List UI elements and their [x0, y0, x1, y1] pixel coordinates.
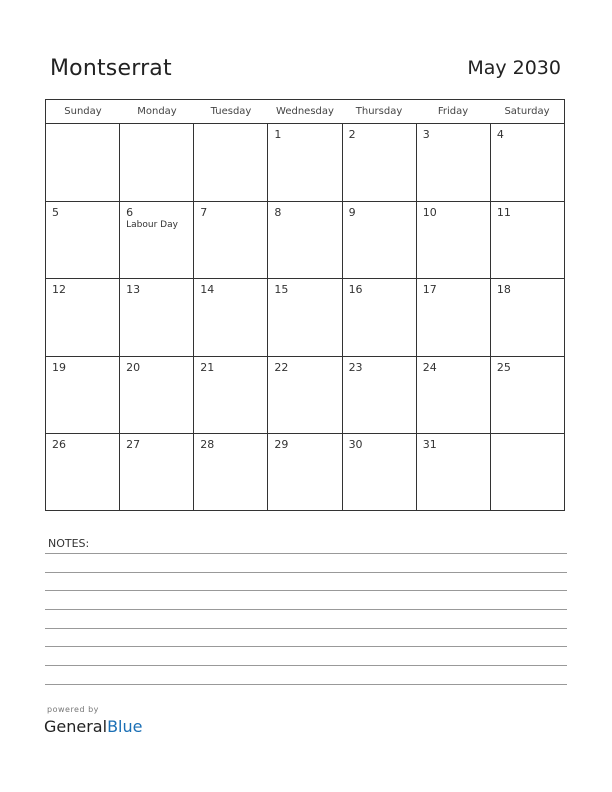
day-cell [268, 357, 342, 434]
day-cell [268, 434, 342, 511]
note-line [45, 572, 567, 573]
weekday-header-row [46, 100, 564, 124]
day-number: 16 [348, 283, 363, 297]
note-line [45, 553, 567, 554]
day-number: 30 [348, 438, 363, 452]
day-number: 12 [52, 283, 66, 297]
day-cell [46, 202, 120, 279]
day-number: 25 [496, 360, 511, 374]
note-line [45, 590, 567, 591]
day-cell [46, 434, 120, 511]
day-number: 22 [274, 360, 289, 374]
day-cell [417, 357, 491, 434]
day-cell [120, 202, 194, 279]
day-number: 24 [422, 360, 437, 374]
weekday-saturday: Saturday [504, 106, 550, 117]
month-year-label: May 2030 [467, 57, 561, 79]
day-number: 6 [126, 205, 134, 219]
day-cell [194, 434, 268, 511]
day-cell [194, 124, 268, 201]
day-cell [194, 202, 268, 279]
day-number: 17 [422, 283, 437, 297]
week-row [46, 124, 564, 202]
generalblue-logo[interactable] [44, 717, 142, 736]
week-row [46, 357, 564, 435]
week-row [46, 202, 564, 280]
day-number: 29 [274, 438, 289, 452]
day-number: 5 [52, 205, 59, 219]
week-row [46, 434, 564, 511]
day-number: 3 [422, 128, 430, 141]
day-cell [343, 434, 417, 511]
day-cell [417, 434, 491, 511]
note-line [45, 609, 567, 610]
day-cell [491, 202, 564, 279]
day-cell [491, 124, 564, 201]
day-number: 19 [52, 360, 66, 374]
day-cell [491, 357, 564, 434]
day-number: 21 [200, 360, 215, 374]
weekday-monday: Monday [137, 106, 177, 117]
day-number: 4 [496, 128, 504, 141]
day-number: 15 [274, 283, 289, 297]
day-cell [417, 202, 491, 279]
day-number: 28 [200, 438, 215, 452]
notes-label: NOTES: [48, 537, 90, 550]
day-number: 31 [422, 438, 437, 452]
day-number: 11 [496, 205, 511, 219]
day-number: 2 [348, 128, 356, 141]
weekday-wednesday: Wednesday [276, 106, 334, 117]
day-cell [268, 202, 342, 279]
brand-general-text: General [44, 717, 108, 736]
holiday-label: Labour Day [126, 219, 178, 230]
day-number: 7 [200, 205, 208, 219]
day-cell [46, 357, 120, 434]
day-number: 9 [348, 205, 356, 219]
week-row [46, 279, 564, 357]
day-number: 27 [126, 438, 141, 452]
day-cell [120, 124, 194, 201]
day-cell [120, 279, 194, 356]
weekday-thursday: Thursday [355, 106, 403, 117]
day-number: 20 [126, 360, 141, 374]
day-cell [343, 279, 417, 356]
day-number: 10 [422, 205, 437, 219]
day-cell [194, 279, 268, 356]
powered-by-text: powered by [47, 705, 99, 714]
calendar-title: Montserrat [50, 56, 172, 81]
day-cell [46, 124, 120, 201]
day-cell [417, 279, 491, 356]
day-cell [120, 434, 194, 511]
day-number: 18 [496, 283, 511, 297]
brand-blue-text: Blue [107, 717, 143, 736]
day-cell [194, 357, 268, 434]
day-cell [46, 279, 120, 356]
note-line [45, 628, 567, 629]
weekday-friday: Friday [437, 106, 469, 117]
day-cell [268, 124, 342, 201]
note-line [45, 684, 567, 685]
day-cell [268, 279, 342, 356]
day-cell [491, 434, 564, 511]
day-number: 26 [52, 438, 66, 452]
weeks-container [46, 124, 564, 511]
day-number: 1 [274, 128, 282, 141]
day-number: 14 [200, 283, 215, 297]
day-number: 13 [126, 283, 141, 297]
note-line [45, 646, 567, 647]
day-cell [491, 279, 564, 356]
day-cell [343, 124, 417, 201]
day-cell [417, 124, 491, 201]
weekday-sunday: Sunday [64, 106, 102, 117]
day-cell [343, 357, 417, 434]
note-line [45, 665, 567, 666]
day-number: 23 [348, 360, 363, 374]
day-cell [120, 357, 194, 434]
day-number: 8 [274, 205, 282, 219]
weekday-tuesday: Tuesday [210, 106, 252, 117]
day-cell [343, 202, 417, 279]
calendar-grid [45, 99, 565, 511]
